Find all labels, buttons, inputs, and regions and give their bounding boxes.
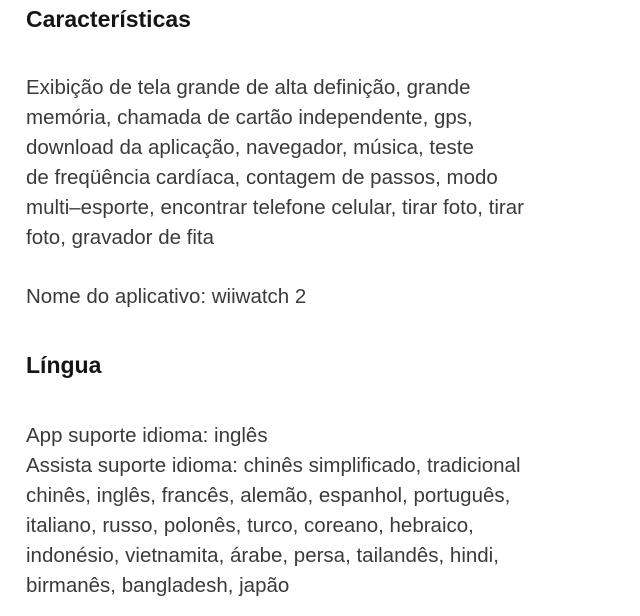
features-line: foto, gravador de fita (26, 226, 215, 249)
language-line: Assista suporte idioma: chinês simplificado, tradicional (26, 454, 521, 477)
language-line: chinês, inglês, francês, alemão, espanhol, português, (26, 484, 511, 507)
features-line: de freqüência cardíaca, contagem de passos, modo (26, 166, 498, 189)
features-paragraph (26, 73, 524, 253)
language-line: italiano, russo, polonês, turco, coreano, hebraico, (26, 514, 474, 537)
language-paragraph (26, 421, 521, 601)
features-line: Exibição de tela grande de alta definição, grande (26, 76, 471, 99)
features-heading: Características (26, 6, 191, 32)
language-line: App suporte idioma: inglês (26, 424, 268, 447)
features-line: memória, chamada de cartão independente, gps, (26, 106, 473, 129)
app-name-text: Nome do aplicativo: wiiwatch 2 (26, 285, 307, 308)
language-line: indonésio, vietnamita, árabe, persa, tailandês, hindi, (26, 544, 499, 567)
features-line: download da aplicação, navegador, música, teste (26, 136, 474, 159)
features-line: multi–esporte, encontrar telefone celular, tirar foto, tirar (26, 196, 524, 219)
language-line: birmanês, bangladesh, japão (26, 574, 290, 597)
language-heading: Língua (26, 352, 102, 378)
